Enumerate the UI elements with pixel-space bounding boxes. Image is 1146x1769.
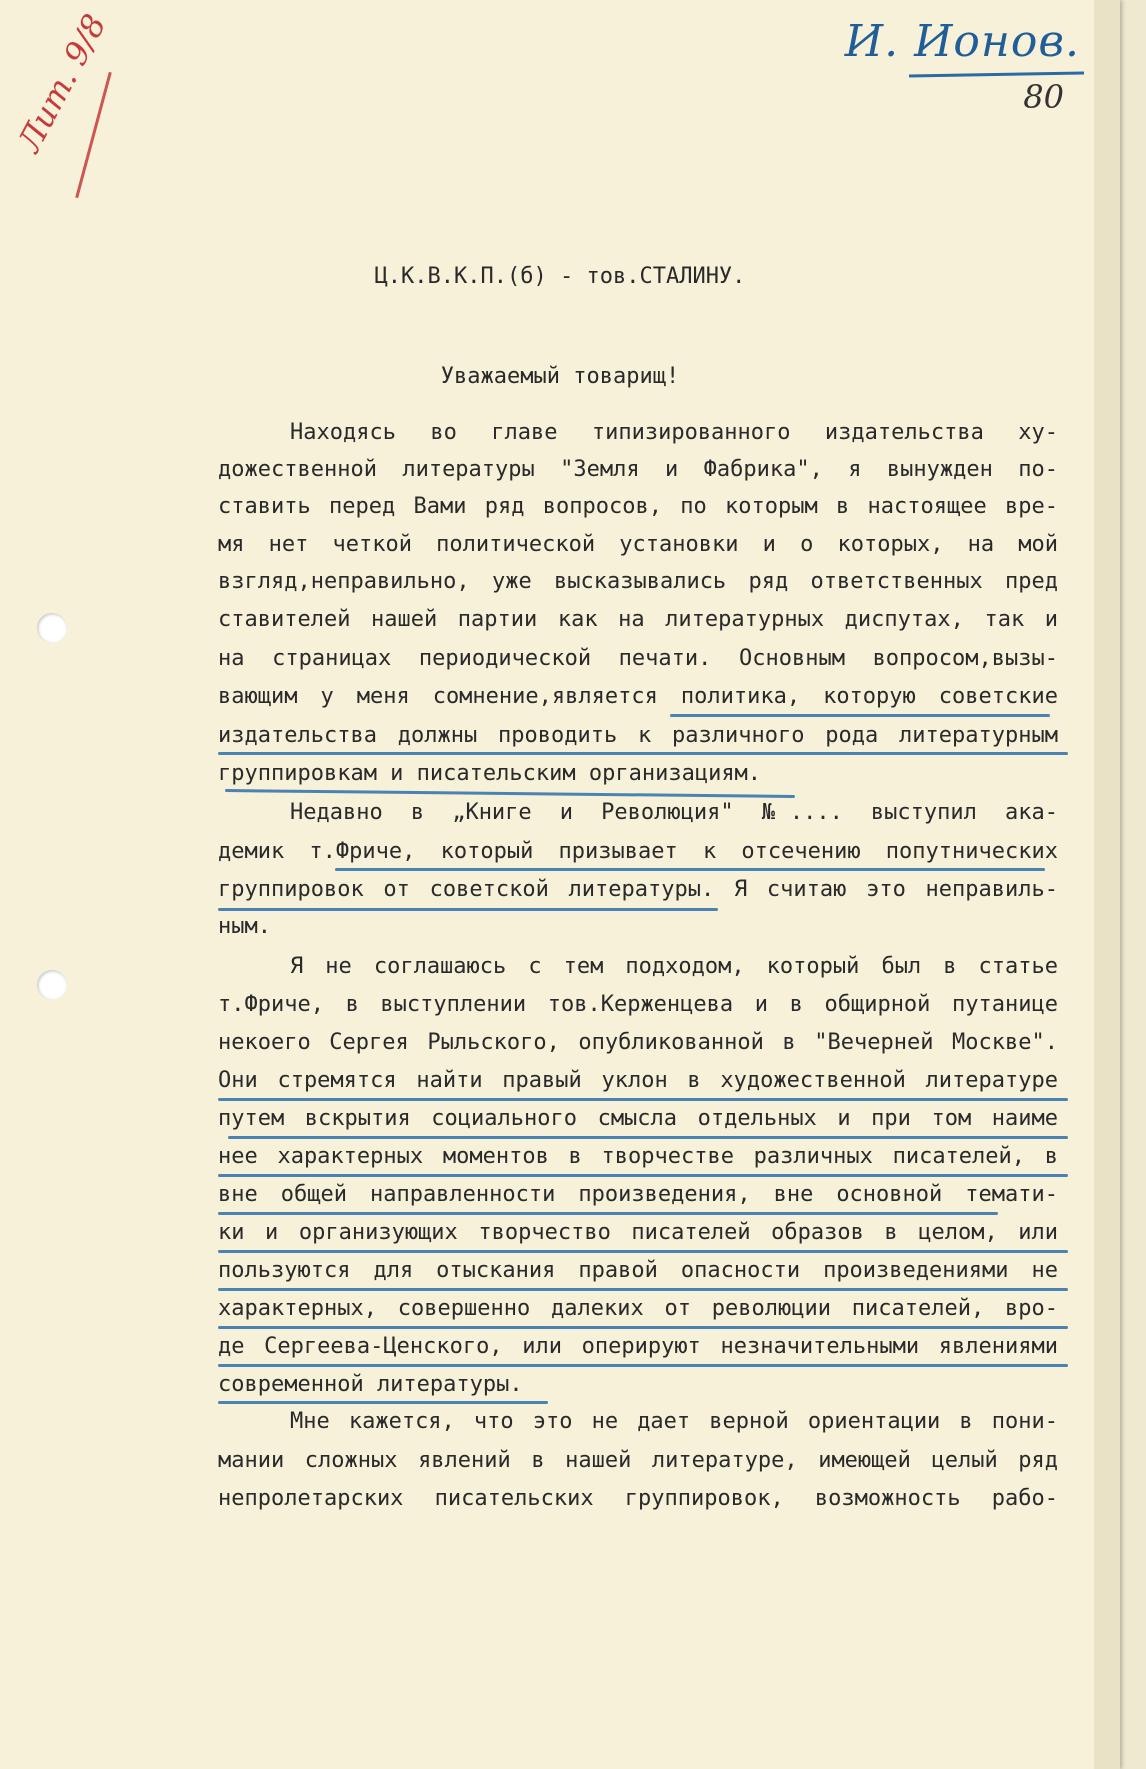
pencil-underline (218, 1250, 1068, 1253)
text-line: группировок от советской литературы. Я считаю это неправиль- (218, 877, 1058, 902)
text-line: непролетарских писательских группировок, возможность рабо- (218, 1486, 1058, 1511)
pencil-underline (218, 1212, 998, 1215)
text-line: Мне кажется, что это не дает верной ориентации в пони- (290, 1409, 1058, 1434)
pencil-underline (228, 1136, 1068, 1139)
handwritten-margin-note: Лит. 9/8 (10, 7, 114, 158)
pencil-underline (218, 908, 718, 911)
handwritten-author-name: И. Ионов. (844, 16, 1080, 67)
text-line: издательства должны проводить к различного рода литературным (218, 723, 1058, 748)
text-line: т.Фриче, в выступлении тов.Керженцева и в общирной путанице (218, 992, 1058, 1017)
text-line: вне общей направленности произведения, вне основной темати- (218, 1182, 1058, 1207)
pencil-underline (218, 1288, 1068, 1291)
text-line: некоего Сергея Рыльского, опубликованной в "Вечерней Москве". (218, 1030, 1058, 1055)
pencil-underline (670, 714, 1050, 717)
text-line: мании сложных явлений в нашей литературе, имеющей целый ряд (218, 1448, 1058, 1473)
text-line: ки и организующих творчество писателей образов в целом, или (218, 1220, 1058, 1245)
text-line: взгляд,неправильно, уже высказывались ряд ответственных пред (218, 569, 1058, 594)
text-line: вающим у меня сомнение,является политика, которую советские (218, 684, 1058, 709)
text-line: современной литературы. (218, 1372, 523, 1397)
text-line: де Сергеева-Ценского, или оперируют незначительными явлениями (218, 1334, 1058, 1359)
pencil-underline (218, 1174, 1068, 1177)
punch-hole (37, 613, 67, 643)
text-line: ным. (218, 914, 271, 939)
text-line: на страницах периодической печати. Основным вопросом,вызы- (218, 646, 1058, 671)
pencil-underline (225, 789, 795, 798)
pencil-underline (218, 1364, 1068, 1367)
text-line: Я не соглашаюсь с тем подходом, который был в статье (290, 954, 1058, 979)
text-line: Недавно в „Книге и Революция" №.... выступил ака- (290, 800, 1058, 825)
text-line: ставить перед Вами ряд вопросов, по которым в настоящее вре- (218, 494, 1058, 519)
text-line: мя нет четкой политической установки и о которых, на мой (218, 532, 1058, 557)
text-line: демик т.Фриче, который призывает к отсечению попутнических (218, 839, 1058, 864)
letter-address: Ц.К.В.К.П.(б) - тов.СТАЛИНУ. (374, 264, 746, 289)
text-line: дожественной литературы "Земля и Фабрика", я вынужден по- (218, 457, 1058, 482)
pencil-underline (218, 1326, 1068, 1329)
handwritten-underline (909, 71, 1084, 77)
pencil-underline (218, 1098, 1068, 1101)
text-line: путем вскрытия социального смысла отдельных и при том наиме (218, 1106, 1058, 1131)
text-line: группировкам и писательским организациям. (218, 761, 762, 786)
punch-hole (37, 970, 67, 1000)
text-line: пользуются для отыскания правой опасности произведениями не (218, 1258, 1058, 1283)
red-pencil-mark (75, 72, 112, 198)
text-line: характерных, совершенно далеких от революции писателей, вро- (218, 1296, 1058, 1321)
pencil-underline (218, 752, 1068, 755)
text-line: Они стремятся найти правый уклон в художественной литературе (218, 1068, 1058, 1093)
pencil-underline (335, 868, 1045, 871)
handwritten-page-number: 80 (1023, 78, 1064, 116)
letter-salutation: Уважаемый товарищ! (440, 364, 680, 389)
text-line: Находясь во главе типизированного издательства ху- (290, 420, 1058, 445)
pencil-underline (218, 1401, 548, 1404)
text-line: нее характерных моментов в творчестве различных писателей, в (218, 1144, 1058, 1169)
text-line: ставителей нашей партии как на литературных диспутах, так и (218, 607, 1058, 632)
